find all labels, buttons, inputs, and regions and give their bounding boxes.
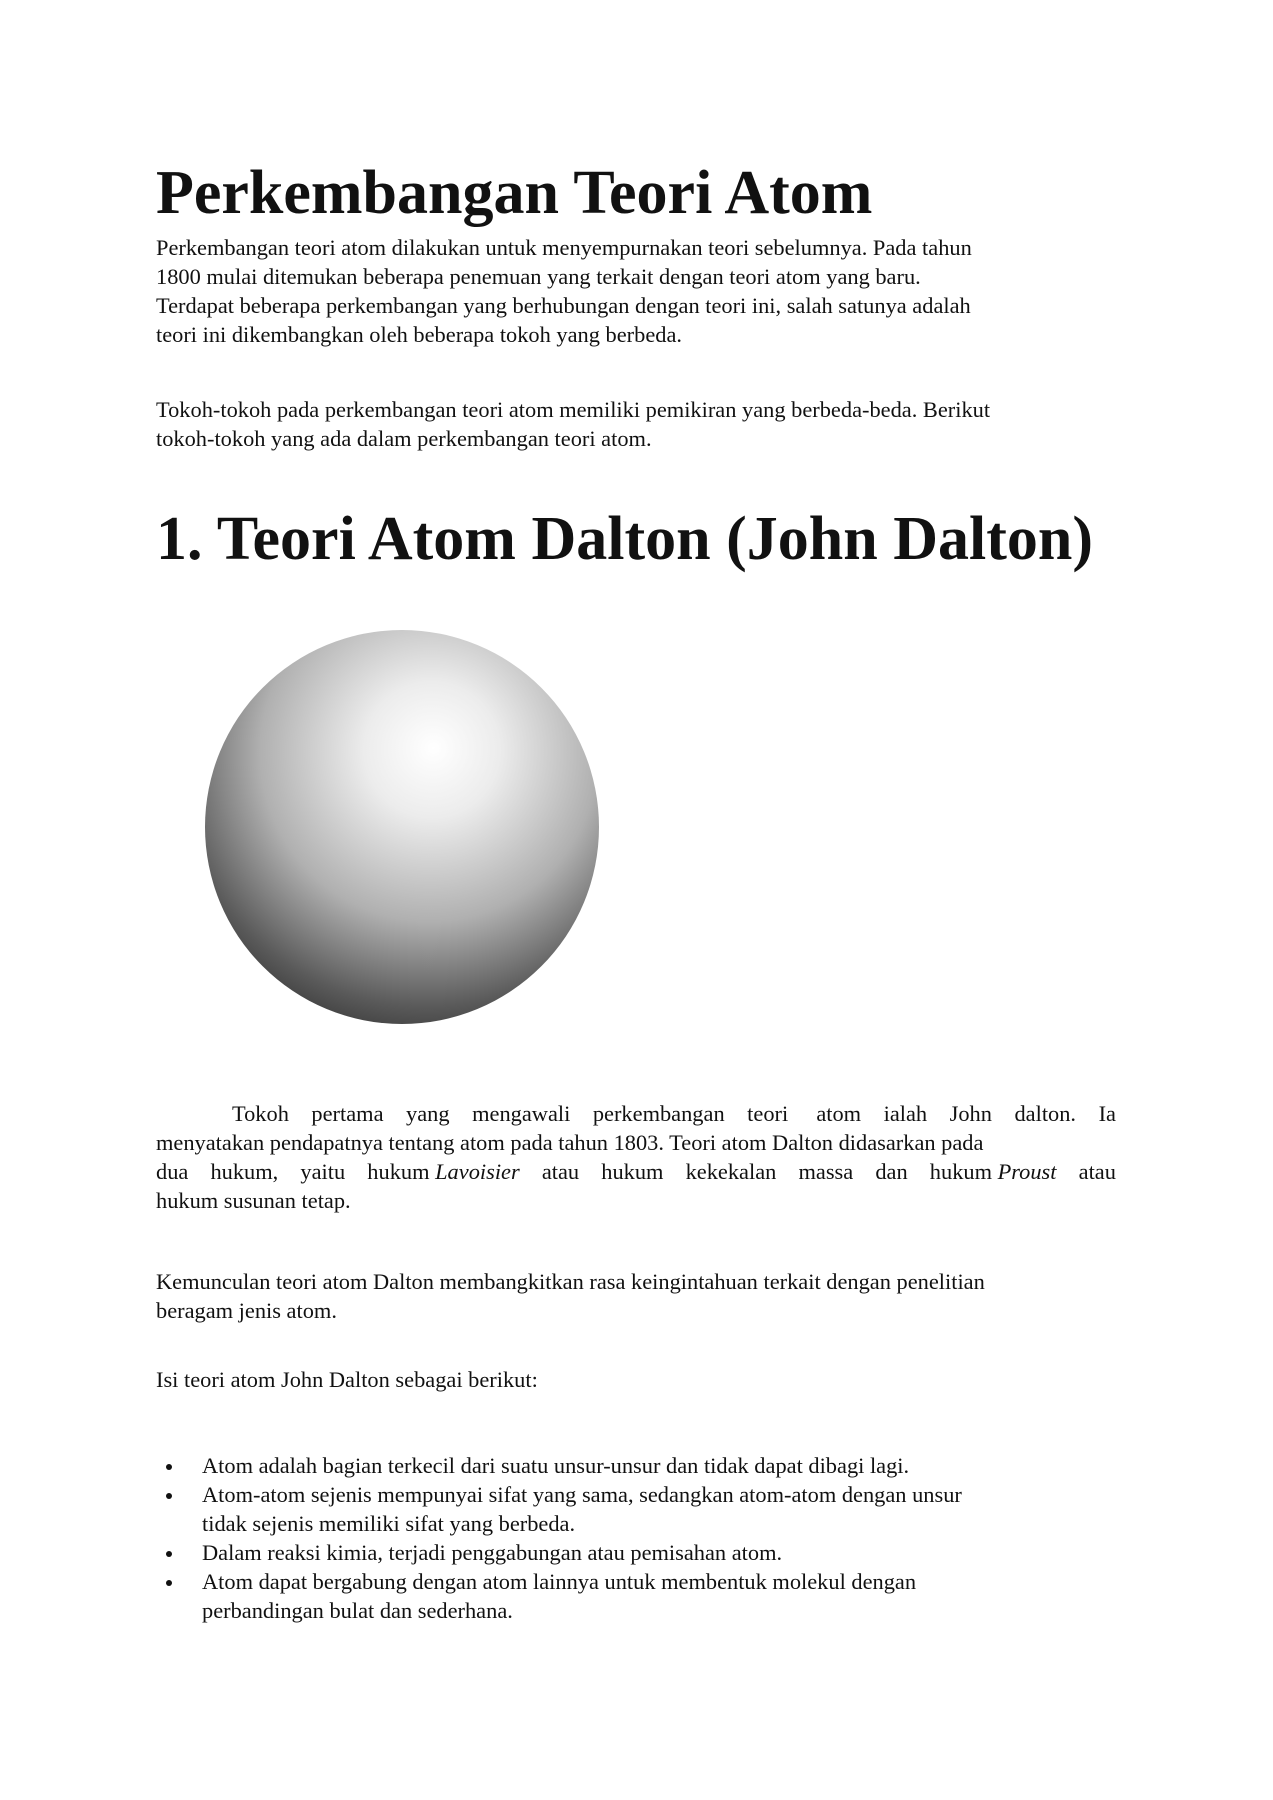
word: hukum <box>367 1159 430 1184</box>
word: hukum <box>929 1159 992 1184</box>
word-group <box>930 1157 1057 1186</box>
intro-paragraph <box>156 233 1116 349</box>
word: kekekalan <box>685 1159 777 1184</box>
word: pertama <box>311 1101 384 1126</box>
page-title: Perkembangan Teori Atom <box>156 159 873 227</box>
list-item-line: Atom dapat bergabung dengan atom lainnya untuk membentuk molekul dengan <box>202 1569 917 1594</box>
word: hukum <box>601 1159 664 1184</box>
dalton-theory-list <box>156 1451 1116 1625</box>
italic-term-lavoisier: Lavoisier <box>435 1159 520 1184</box>
tokoh-paragraph <box>156 395 1116 453</box>
document-page <box>156 0 1118 1800</box>
dalton-sphere-icon <box>202 627 602 1027</box>
word: Tokoh <box>232 1101 289 1126</box>
sphere-body <box>205 630 599 1024</box>
word: massa <box>798 1159 854 1184</box>
list-item-line: tidak sejenis memiliki sifat yang berbeda. <box>202 1511 576 1536</box>
word: dua <box>156 1159 189 1184</box>
section-heading-dalton: 1. Teori Atom Dalton (John Dalton) <box>156 505 1093 573</box>
word: yaitu <box>300 1159 346 1184</box>
word: dalton. <box>1014 1101 1077 1126</box>
dalton-line <box>156 1157 1116 1186</box>
list-intro: Isi teori atom John Dalton sebagai berikut: <box>156 1367 538 1392</box>
bullet-icon <box>166 1464 172 1470</box>
list-item <box>156 1538 1116 1567</box>
dalton-line <box>156 1099 1116 1128</box>
word: dan <box>875 1159 908 1184</box>
dalton-line: menyatakan pendapatnya tentang atom pada tahun 1803. Teori atom Dalton didasarkan pada <box>156 1130 984 1155</box>
word: atau <box>1078 1159 1116 1184</box>
bullet-icon <box>166 1580 172 1586</box>
list-item-line: Atom-atom sejenis mempunyai sifat yang sama, sedangkan atom-atom dengan unsur <box>202 1482 962 1507</box>
dalton-paragraph <box>156 1099 1116 1215</box>
word: John <box>949 1101 992 1126</box>
curiosity-line: beragam jenis atom. <box>156 1298 337 1323</box>
word: Ia <box>1098 1101 1116 1126</box>
list-item <box>156 1480 1116 1538</box>
bullet-icon <box>166 1551 172 1557</box>
list-item <box>156 1451 1116 1480</box>
word-group <box>367 1157 519 1186</box>
intro-line: Terdapat beberapa perkembangan yang berhubungan dengan teori ini, salah satunya adalah <box>156 293 971 318</box>
intro-line: 1800 mulai ditemukan beberapa penemuan yang terkait dengan teori atom yang baru. <box>156 264 921 289</box>
word: perkembangan <box>592 1101 725 1126</box>
word: teori <box>747 1101 789 1126</box>
list-item-line: Dalam reaksi kimia, terjadi penggabungan atau pemisahan atom. <box>202 1540 783 1565</box>
word: hukum, <box>210 1159 279 1184</box>
curiosity-line: Kemunculan teori atom Dalton membangkitkan rasa keingintahuan terkait dengan penelitian <box>156 1269 985 1294</box>
curiosity-paragraph <box>156 1267 1116 1325</box>
word: ialah <box>883 1101 928 1126</box>
intro-line: Perkembangan teori atom dilakukan untuk menyempurnakan teori sebelumnya. Pada tahun <box>156 235 972 260</box>
word: yang <box>406 1101 450 1126</box>
intro-line: teori ini dikembangkan oleh beberapa tokoh yang berbeda. <box>156 322 682 347</box>
word: mengawali <box>472 1101 571 1126</box>
list-item <box>156 1567 1116 1625</box>
word: atau <box>541 1159 580 1184</box>
bullet-icon <box>166 1493 172 1499</box>
list-item-line: Atom adalah bagian terkecil dari suatu unsur-unsur dan tidak dapat dibagi lagi. <box>202 1453 910 1478</box>
word: atom <box>810 1101 862 1126</box>
tokoh-line: Tokoh-tokoh pada perkembangan teori atom memiliki pemikiran yang berbeda-beda. Berikut <box>156 397 991 422</box>
dalton-line: hukum susunan tetap. <box>156 1188 351 1213</box>
list-item-line: perbandingan bulat dan sederhana. <box>202 1598 513 1623</box>
italic-term-proust: Proust <box>997 1159 1057 1184</box>
tokoh-line: tokoh-tokoh yang ada dalam perkembangan teori atom. <box>156 426 652 451</box>
